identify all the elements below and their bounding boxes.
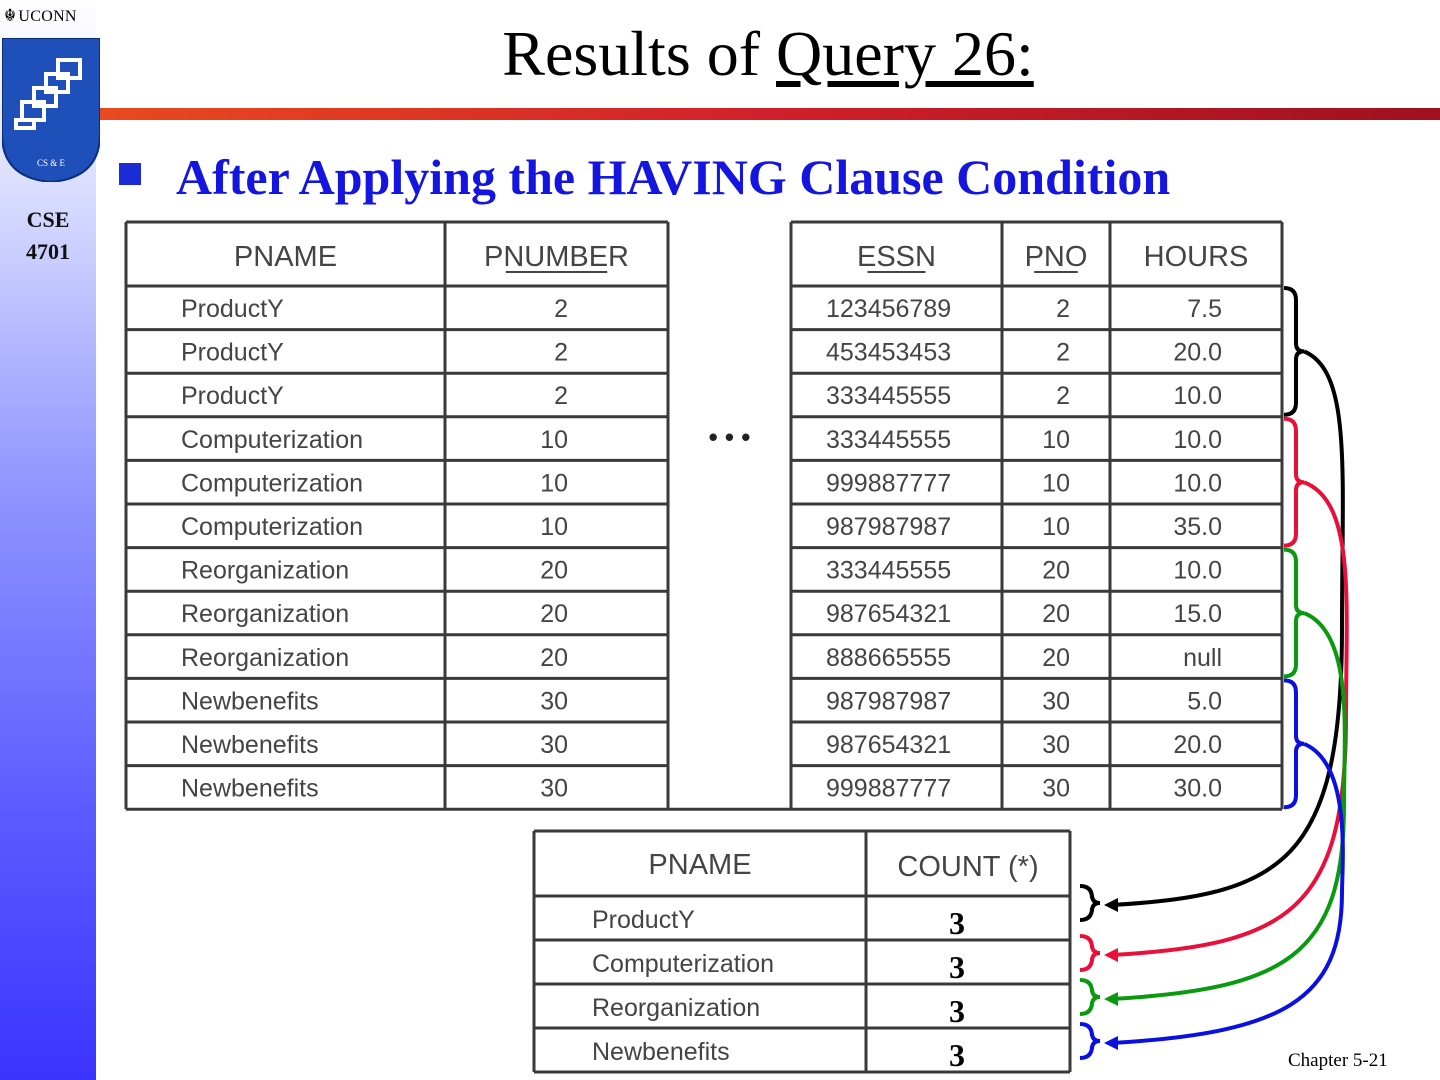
cell-essn: 999887777: [826, 774, 952, 803]
group-arrow: [1112, 351, 1343, 905]
result-cell-count: 3: [949, 1037, 965, 1073]
group-brace: [1080, 980, 1100, 1014]
cell-essn: 888665555: [826, 643, 952, 672]
group-brace: [1284, 419, 1304, 546]
cell-pnumber: 20: [540, 556, 568, 585]
result-header-count: COUNT (*): [897, 851, 1039, 883]
cell-hours: 10.0: [1173, 469, 1222, 498]
cell-pno: 10: [1042, 513, 1070, 541]
cell-essn: 123456789: [826, 295, 952, 323]
cell-hours: 10.0: [1173, 382, 1222, 411]
cell-essn: 333445555: [826, 556, 952, 585]
group-arrowhead: [1104, 992, 1118, 1006]
cell-hours: 20.0: [1173, 338, 1222, 367]
result-header-pname: PNAME: [648, 849, 752, 881]
cell-pname: Newbenefits: [181, 687, 319, 716]
course-line-2: 4701: [26, 239, 70, 264]
cell-pno: 2: [1056, 338, 1070, 367]
cell-essn: 999887777: [826, 469, 952, 498]
cell-pnumber: 10: [540, 425, 568, 454]
main-table-header-pname: PNAME: [233, 241, 338, 273]
main-table-header-hours: HOURS: [1143, 241, 1249, 273]
group-brace: [1080, 886, 1100, 920]
group-brace: [1080, 1024, 1100, 1058]
cell-hours: 7.5: [1187, 295, 1222, 323]
group-arrowhead: [1104, 948, 1118, 962]
result-cell-count: 3: [949, 905, 965, 941]
group-brace: [1284, 550, 1304, 677]
cell-pname: ProductY: [181, 295, 284, 323]
result-cell-pname: Computerization: [592, 950, 775, 978]
cell-pname: Reorganization: [181, 643, 350, 672]
cell-pno: 30: [1042, 687, 1070, 716]
result-cell-pname: Reorganization: [592, 994, 761, 1022]
column-ellipsis: • • •: [708, 422, 751, 452]
uconn-text: UCONN: [18, 8, 77, 25]
cell-essn: 333445555: [826, 425, 952, 454]
group-brace: [1284, 288, 1304, 415]
group-arrowhead: [1104, 898, 1118, 912]
cell-pno: 20: [1042, 600, 1070, 629]
cell-essn: 987654321: [826, 600, 952, 629]
cell-pnumber: 30: [540, 774, 568, 803]
result-cell-pname: ProductY: [592, 906, 695, 934]
cell-pname: Newbenefits: [181, 731, 319, 759]
course-line-1: CSE: [26, 207, 70, 232]
group-arrowhead: [1104, 1036, 1118, 1050]
svg-text:CS & E: CS & E: [36, 158, 66, 168]
cell-pnumber: 2: [554, 338, 568, 367]
cell-pnumber: 2: [554, 295, 568, 323]
cell-pnumber: 20: [540, 600, 568, 629]
main-table-header-essn: ESSN: [857, 241, 936, 273]
cell-essn: 333445555: [826, 382, 952, 411]
slide-number: Chapter 5-21: [1288, 1050, 1388, 1071]
cell-pno: 30: [1042, 731, 1070, 759]
cell-pname: Reorganization: [181, 556, 350, 585]
cell-pnumber: 20: [540, 643, 568, 672]
cell-pname: Computerization: [181, 513, 364, 541]
cell-hours: 30.0: [1173, 774, 1222, 803]
cell-essn: 987987987: [826, 513, 952, 541]
cell-hours: 15.0: [1173, 600, 1222, 629]
cell-pno: 20: [1042, 643, 1070, 672]
main-table-header-pnumber: PNUMBER: [483, 241, 630, 273]
cell-pname: Reorganization: [181, 600, 350, 629]
cell-hours: 20.0: [1173, 731, 1222, 759]
cell-pnumber: 30: [540, 731, 568, 759]
cell-essn: 987987987: [826, 687, 952, 716]
cell-hours: 10.0: [1173, 425, 1222, 454]
cell-pno: 2: [1056, 382, 1070, 411]
title-query: Query 26:: [776, 18, 1034, 89]
cell-hours: 35.0: [1173, 513, 1222, 541]
cell-hours: null: [1183, 643, 1222, 672]
cell-pno: 20: [1042, 556, 1070, 585]
cell-pnumber: 30: [540, 687, 568, 716]
cell-pnumber: 2: [554, 382, 568, 411]
cell-pnumber: 10: [540, 469, 568, 498]
bullet-heading: After Applying the HAVING Clause Condition: [176, 149, 1171, 205]
cell-essn: 453453453: [826, 338, 952, 367]
cell-pname: ProductY: [181, 382, 284, 411]
cell-pname: ProductY: [181, 338, 284, 367]
cell-essn: 987654321: [826, 731, 952, 759]
cell-hours: 10.0: [1173, 556, 1222, 585]
group-brace: [1080, 936, 1100, 970]
result-cell-count: 3: [949, 949, 965, 985]
result-cell-count: 3: [949, 993, 965, 1029]
cell-pname: Computerization: [181, 425, 364, 454]
main-table-header-pno: PNO: [1024, 241, 1088, 273]
cell-pname: Newbenefits: [181, 774, 319, 803]
cell-pname: Computerization: [181, 469, 364, 498]
group-arrow: [1112, 482, 1347, 955]
cell-pno: 10: [1042, 425, 1070, 454]
uconn-seal-icon: ☬: [4, 6, 17, 25]
result-cell-pname: Newbenefits: [592, 1038, 730, 1066]
cell-pnumber: 10: [540, 513, 568, 541]
group-brace: [1284, 680, 1304, 807]
cell-hours: 5.0: [1187, 687, 1222, 716]
title-prefix: Results of: [502, 18, 777, 89]
cell-pno: 30: [1042, 774, 1070, 803]
cell-pno: 10: [1042, 469, 1070, 498]
cell-pno: 2: [1056, 295, 1070, 323]
